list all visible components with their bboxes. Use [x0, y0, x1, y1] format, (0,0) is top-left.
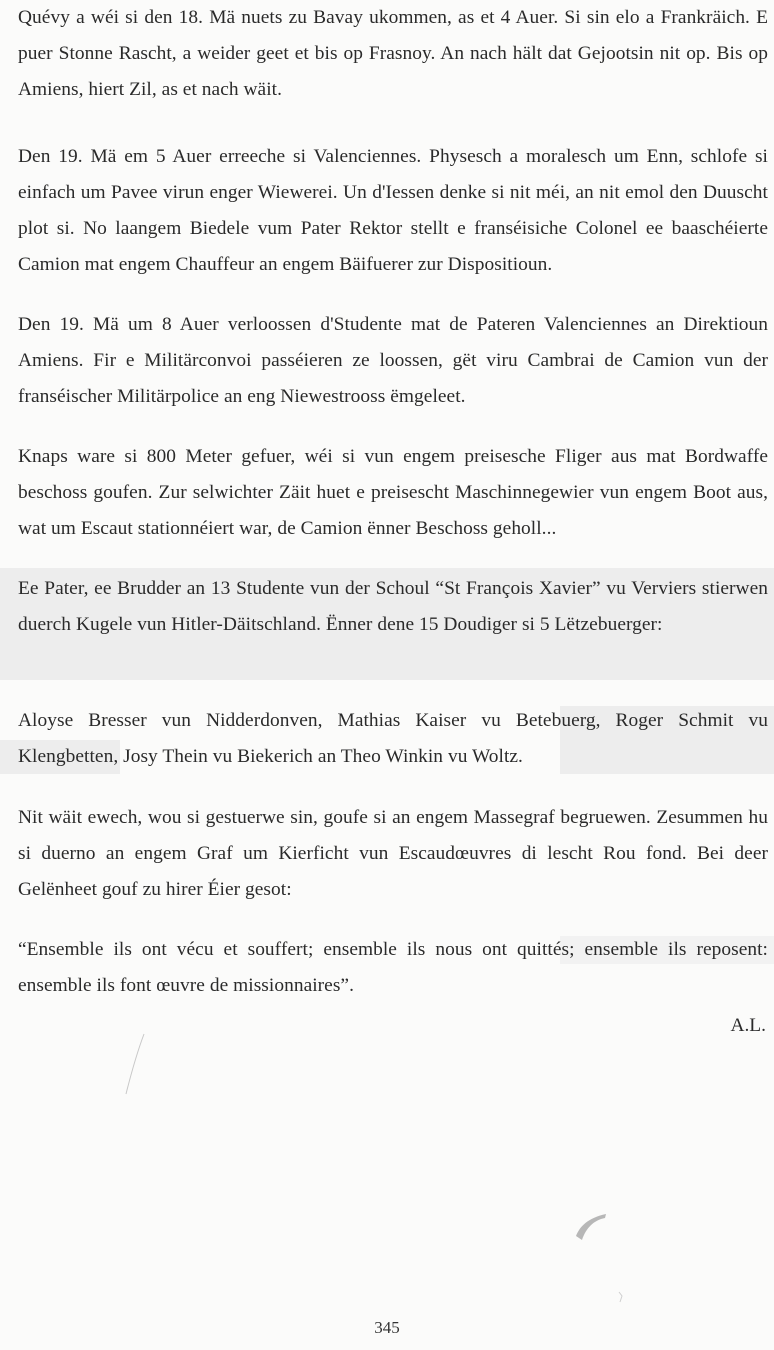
paragraph-5: Ee Pater, ee Brudder an 13 Studente vun der Schoul “St François Xavier” vu Verviers stierwen duerch Kugele vun Hitler-Däitschland. Ënner dene 15 Doudiger si 5 Lëtzebuerger:: [18, 578, 768, 635]
paper-speck: [616, 1290, 626, 1304]
document-page: [18, 0, 768, 1350]
paragraph-2: Den 19. Mä em 5 Auer erreeche si Valenciennes. Physesch a moralesch um Enn, schlofe si einfach um Pavee virun enger Wiewerei. Un d'Iessen denke si nit méi, an nit emol den Duuscht plot si. No laangem Biedele vum Pater Rektor stellt e franséisiche Colonel ee baaschéierte Camion mat engem Chauffeur an engem Bäifuerer zur Dispositioun.: [18, 146, 768, 275]
ink-smudge: [572, 1206, 612, 1246]
paragraph-4: Knaps ware si 800 Meter gefuer, wéi si vun engem preisesche Fliger aus mat Bordwaffe beschoss goufen. Zur selwichter Zäit huet e preisescht Maschinnegewier vun engem Boot aus, wat um Escaut stationnéiert war, de Camion ënner Beschoss geholl...: [18, 446, 768, 539]
paragraph-7: Nit wäit ewech, wou si gestuerwe sin, goufe si an engem Massegraf begruewen. Zesummen hu si duerno an engem Graf um Kierficht vun Escaudœuvres di lescht Rou fond. Bei deer Gelënheet gouf zu hirer Éier gesot:: [18, 807, 768, 900]
pencil-mark: [120, 1030, 150, 1100]
paragraph-6: Aloyse Bresser vun Nidderdonven, Mathias Kaiser vu Betebuerg, Roger Schmit vu Klengbetten, Josy Thein vu Biekerich an Theo Winkin vu Woltz.: [18, 710, 768, 767]
paragraph-8-quote: “Ensemble ils ont vécu et souffert; ensemble ils nous ont quittés; ensemble ils reposent: ensemble ils font œuvre de missionnaires”.: [18, 939, 768, 996]
author-signature: A.L.: [730, 1015, 766, 1036]
page-number: 345: [374, 1318, 400, 1337]
paragraph-1: Quévy a wéi si den 18. Mä nuets zu Bavay ukommen, as et 4 Auer. Si sin elo a Frankräich. E puer Stonne Rascht, a weider geet et bis op Frasnoy. An nach hält dat Gejootsin nit op. Bis op Amiens, hiert Zil, as et nach wäit.: [18, 7, 768, 100]
paragraph-3: Den 19. Mä um 8 Auer verloossen d'Studente mat de Pateren Valenciennes an Direktioun Amiens. Fir e Militärconvoi passéieren ze loossen, gët viru Cambrai de Camion vun der franséischer Militärpolice an eng Niewestrooss ëmgeleet.: [18, 314, 768, 407]
